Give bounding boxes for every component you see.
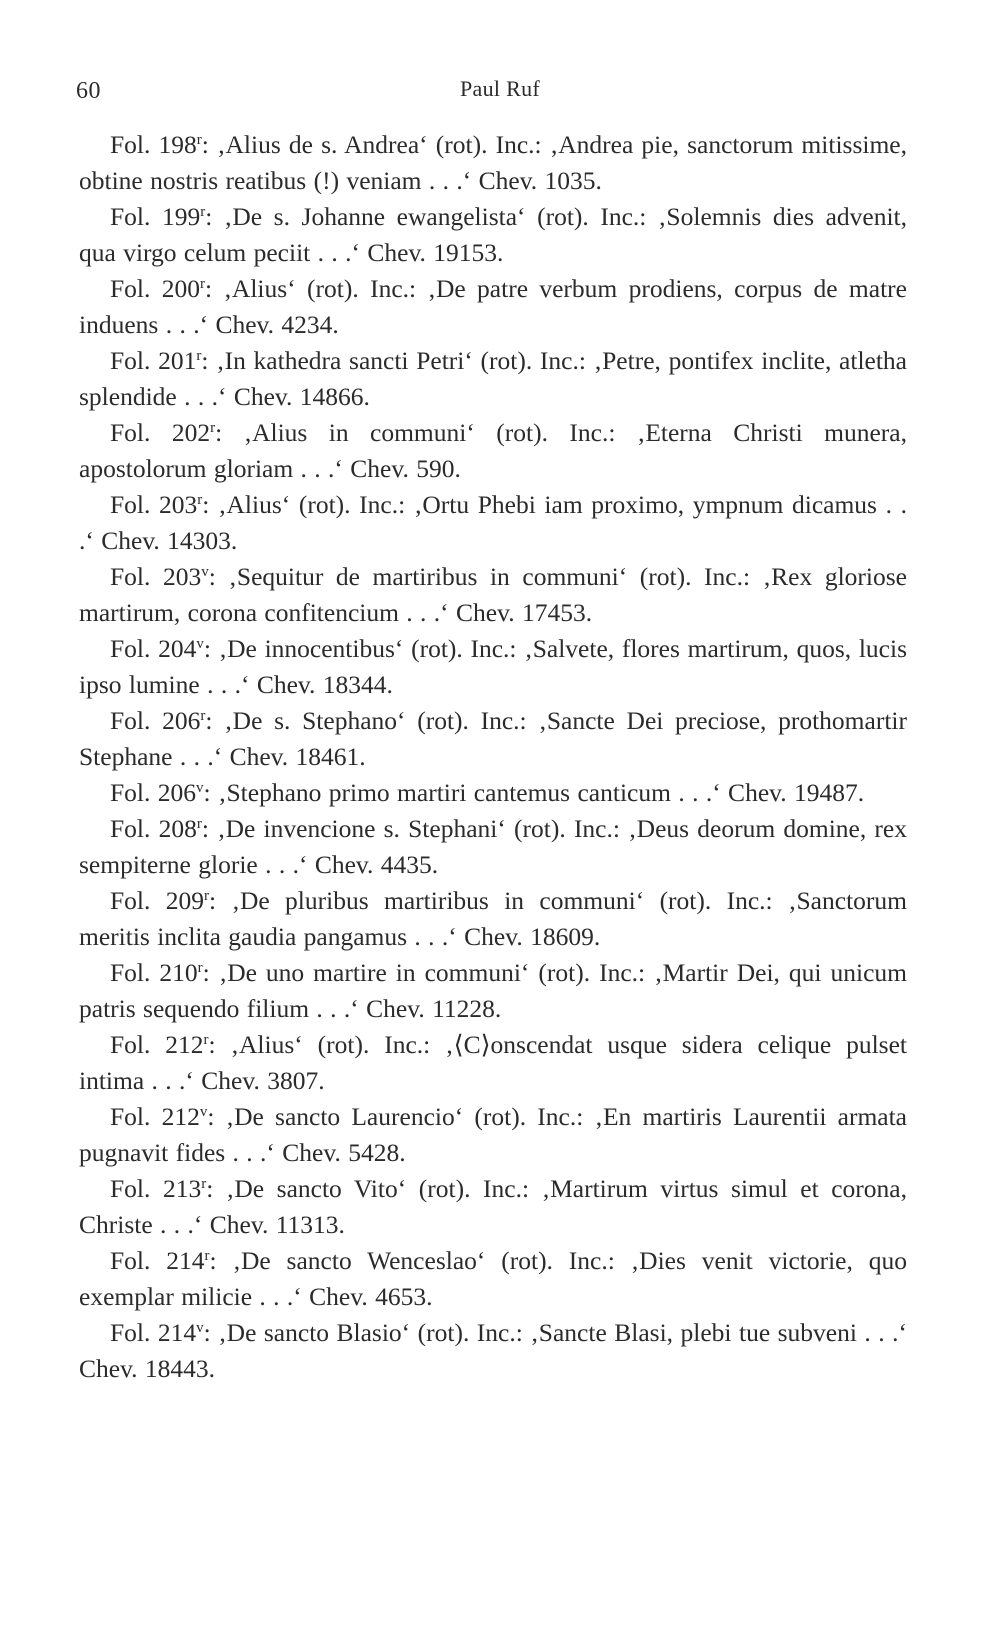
entry-text: : ‚De sancto Blasio‘ (rot). Inc.: ‚Sancte Blasi, plebi tue subveni . . .‘ Chev. 18443. xyxy=(79,1318,907,1383)
folio-entry xyxy=(79,343,907,415)
folio-label: Fol. 199 xyxy=(110,202,201,231)
folio-entry xyxy=(79,1315,907,1387)
folio-side: r xyxy=(204,1248,210,1264)
folio-side: v xyxy=(196,1320,204,1336)
folio-side: v xyxy=(196,780,204,796)
folio-side: r xyxy=(200,204,206,220)
folio-label: Fol. 208 xyxy=(110,814,197,843)
folio-side: r xyxy=(210,420,216,436)
folio-label: Fol. 214 xyxy=(110,1318,197,1347)
folio-side: v xyxy=(199,1104,208,1120)
folio-label: Fol. 206 xyxy=(110,778,197,807)
folio-label: Fol. 203 xyxy=(110,562,202,591)
folio-label: Fol. 212 xyxy=(110,1102,200,1131)
folio-label: Fol. 203 xyxy=(110,490,198,519)
entry-text: : ‚De innocentibus‘ (rot). Inc.: ‚Salvete, flores martirum, quos, lucis ipso lumine . . .‘ Chev. 18344. xyxy=(79,634,907,699)
folio-side: r xyxy=(200,276,205,292)
entry-text: : ‚De pluribus martiribus in communi‘ (rot). Inc.: ‚Sanctorum meritis inclita gaudia pangamus . . .‘ Chev. 18609. xyxy=(79,886,907,951)
entry-text: : ‚De sancto Wenceslao‘ (rot). Inc.: ‚Dies venit victorie, quo exemplar milicie . . .‘ Chev. 4653. xyxy=(79,1246,907,1311)
folio-label: Fol. 212 xyxy=(110,1030,204,1059)
entry-text: : ‚Alius‘ (rot). Inc.: ‚Ortu Phebi iam proximo, ympnum dicamus . . .‘ Chev. 14303. xyxy=(79,490,907,555)
folio-side: r xyxy=(196,816,202,832)
folio-entry xyxy=(79,1243,907,1315)
folio-entry xyxy=(79,955,907,1027)
entry-text: : ‚In kathedra sancti Petri‘ (rot). Inc.: ‚Petre, pontifex inclite, atletha splendide . . .‘ Chev. 14866. xyxy=(79,346,907,411)
folio-entry xyxy=(79,883,907,955)
entry-text: : ‚Stephano primo martiri cantemus canticum . . .‘ Chev. 19487. xyxy=(203,778,865,807)
folio-side: v xyxy=(196,636,204,652)
entry-text: : ‚De sancto Laurencio‘ (rot). Inc.: ‚En martiris Laurentii armata pugnavit fides . . .‘ Chev. 5428. xyxy=(79,1102,907,1167)
folio-side: r xyxy=(197,960,203,976)
entry-text: : ‚Alius in communi‘ (rot). Inc.: ‚Eterna Christi munera, apostolorum gloriam . . .‘ Chev. 590. xyxy=(79,418,907,483)
folio-entry xyxy=(79,1099,907,1171)
folio-label: Fol. 200 xyxy=(110,274,200,303)
folio-entry xyxy=(79,127,907,199)
entry-text: : ‚De uno martire in communi‘ (rot). Inc.: ‚Martir Dei, qui unicum patris sequendo filium . . .‘ Chev. 11228. xyxy=(79,958,907,1023)
entry-text: : ‚De invencione s. Stephani‘ (rot). Inc.: ‚Deus deorum domine, rex sempiterne glorie . . .‘ Chev. 4435. xyxy=(79,814,907,879)
folio-label: Fol. 198 xyxy=(110,130,197,159)
entry-list xyxy=(79,127,907,1387)
entry-text: : ‚Alius‘ (rot). Inc.: ‚⟨C⟩onscendat usque sidera celique pulset intima . . .‘ Chev. 3807. xyxy=(79,1030,907,1095)
page-number: 60 xyxy=(76,78,101,104)
folio-side: r xyxy=(196,348,202,364)
folio-side: r xyxy=(201,1176,207,1192)
folio-entry xyxy=(79,1027,907,1099)
folio-label: Fol. 214 xyxy=(110,1246,205,1275)
folio-label: Fol. 210 xyxy=(110,958,198,987)
entry-text: : ‚Sequitur de martiribus in communi‘ (rot). Inc.: ‚Rex gloriose martirum, corona confitencium . . .‘ Chev. 17453. xyxy=(79,562,907,627)
folio-side: r xyxy=(196,132,202,148)
entry-text: : ‚Alius‘ (rot). Inc.: ‚De patre verbum prodiens, corpus de matre induens . . .‘ Chev. 4234. xyxy=(79,274,907,339)
folio-entry xyxy=(79,487,907,559)
folio-entry xyxy=(79,271,907,343)
folio-side: r xyxy=(203,1032,209,1048)
folio-entry xyxy=(79,559,907,631)
folio-label: Fol. 202 xyxy=(110,418,211,447)
folio-entry xyxy=(79,811,907,883)
entry-text: : ‚De s. Stephano‘ (rot). Inc.: ‚Sancte Dei preciose, prothomartir Stephane . . .‘ Chev. 18461. xyxy=(79,706,907,771)
entry-text: : ‚Alius de s. Andrea‘ (rot). Inc.: ‚Andrea pie, sanctorum mitissime, obtine nostris reatibus (!) veniam . . .‘ Chev. 1035. xyxy=(79,130,907,195)
entry-text: : ‚De sancto Vito‘ (rot). Inc.: ‚Martirum virtus simul et corona, Christe . . .‘ Chev. 11313. xyxy=(79,1174,907,1239)
folio-entry xyxy=(79,703,907,775)
folio-side: r xyxy=(200,708,206,724)
folio-entry xyxy=(79,631,907,703)
folio-entry xyxy=(79,775,907,811)
folio-entry xyxy=(79,199,907,271)
folio-side: r xyxy=(204,888,210,904)
folio-side: v xyxy=(201,564,209,580)
folio-side: r xyxy=(197,492,203,508)
entry-text: : ‚De s. Johanne ewangelista‘ (rot). Inc.: ‚Solemnis dies advenit, qua virgo celum peciit . . .‘ Chev. 19153. xyxy=(79,202,907,267)
running-head: Paul Ruf xyxy=(459,76,540,101)
folio-label: Fol. 204 xyxy=(110,634,197,663)
folio-label: Fol. 201 xyxy=(110,346,197,375)
folio-entry xyxy=(79,415,907,487)
folio-label: Fol. 213 xyxy=(110,1174,202,1203)
folio-label: Fol. 209 xyxy=(110,886,205,915)
folio-label: Fol. 206 xyxy=(110,706,201,735)
folio-entry xyxy=(79,1171,907,1243)
